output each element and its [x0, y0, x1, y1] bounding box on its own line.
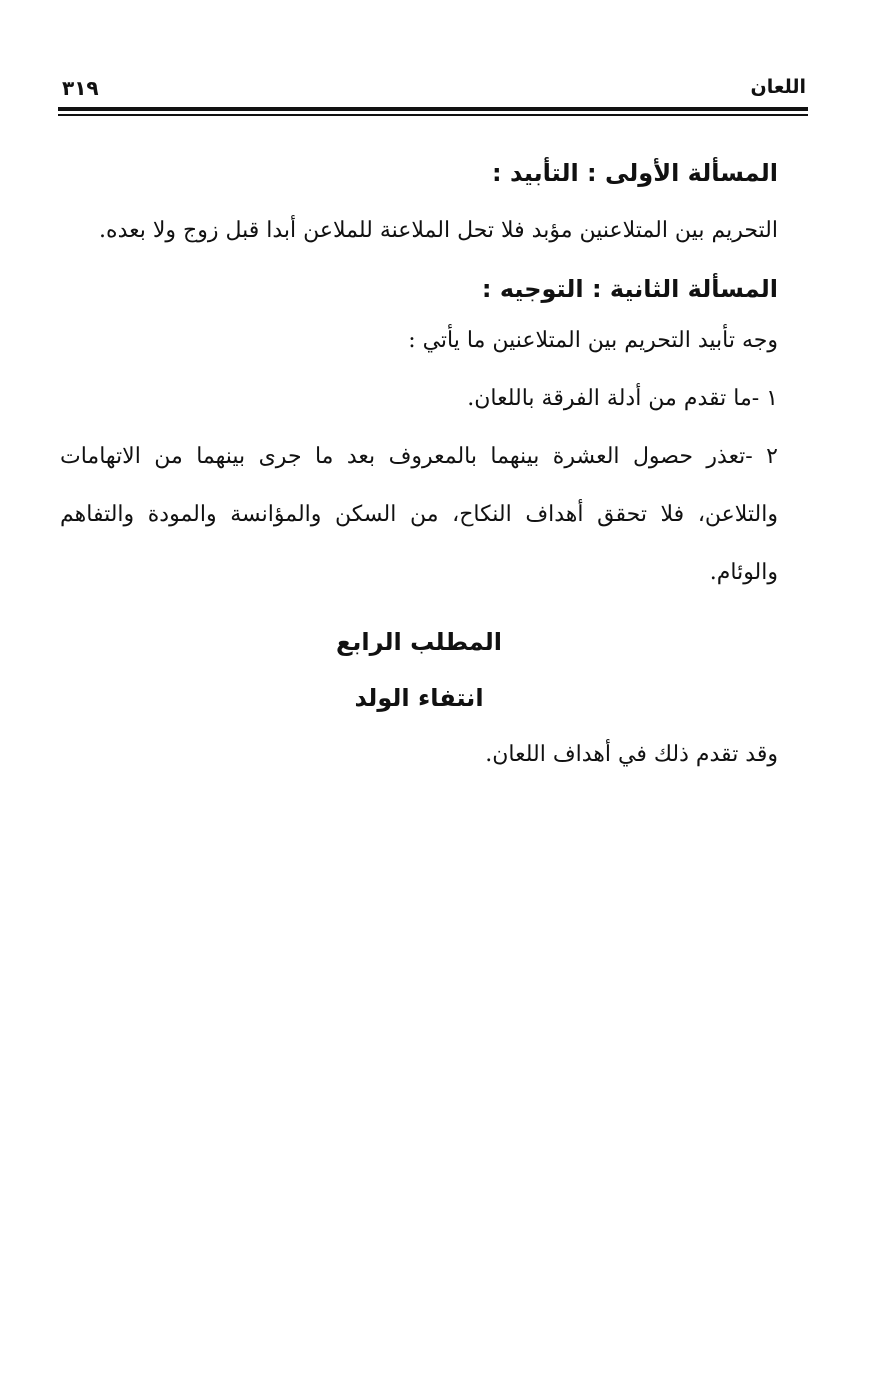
- running-title: اللعان: [750, 76, 806, 98]
- heading-first-issue: المسألة الأولى : التأبيد :: [492, 159, 778, 187]
- heading-second-issue: المسألة الثانية : التوجيه :: [481, 275, 778, 303]
- paragraph-permanence: التحريم بين المتلاعنين مؤبد فلا تحل الملاعنة للملاعن أبدا قبل زوج ولا بعده.: [99, 218, 778, 243]
- header-rule-thin: [58, 114, 808, 116]
- page-body: [60, 150, 778, 784]
- list-item-2: ٢ -تعذر حصول العشرة بينهما بالمعروف بعد ما جرى بينهما من الاتهامات والتلاعن، فلا تحقق أهداف النكاح، من السكن والمؤانسة والمودة والتفاهم والوئام.: [60, 444, 778, 585]
- header-rule-thick: [58, 107, 808, 111]
- list-item-1: ١ -ما تقدم من أدلة الفرقة باللعان.: [467, 386, 778, 411]
- page-number: ٣١٩: [62, 76, 99, 100]
- closing-line: وقد تقدم ذلك في أهداف اللعان.: [485, 742, 778, 767]
- page-header: [58, 76, 808, 106]
- intro-line: وجه تأبيد التحريم بين المتلاعنين ما يأتي :: [408, 328, 778, 353]
- section-title-fourth-requirement: المطلب الرابع: [335, 628, 503, 656]
- section-title-child-negation: انتفاء الولد: [354, 684, 484, 712]
